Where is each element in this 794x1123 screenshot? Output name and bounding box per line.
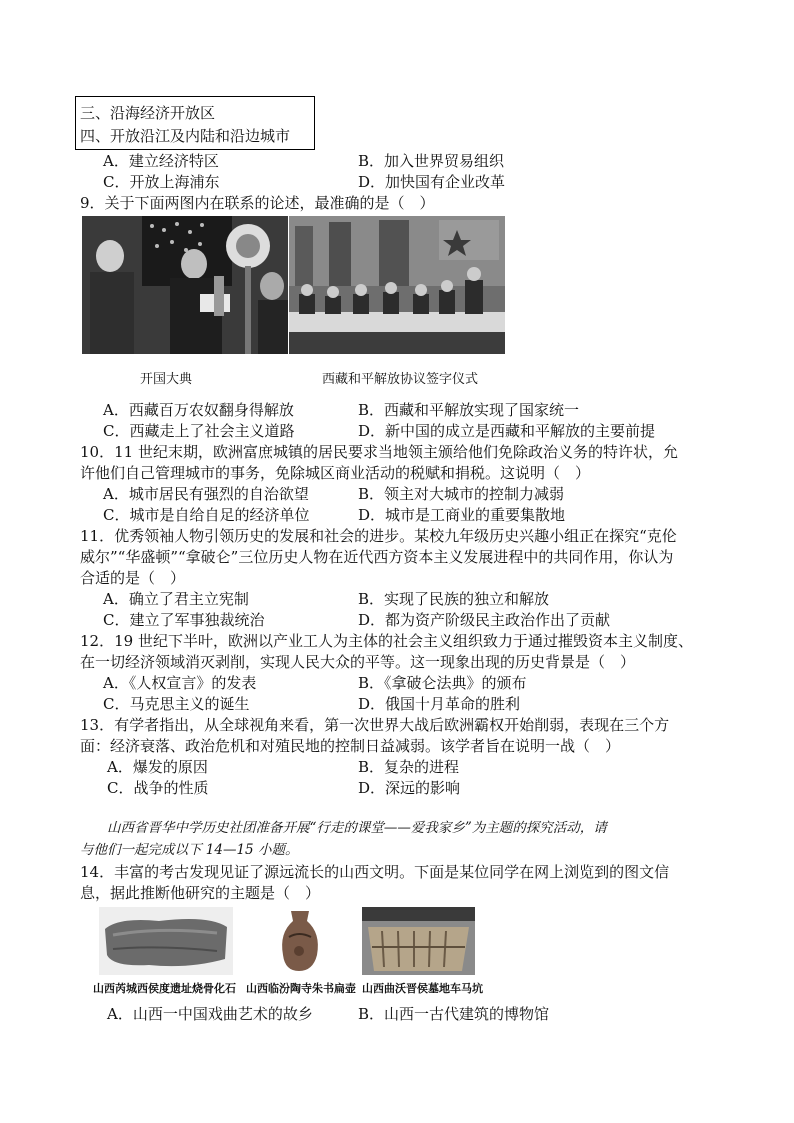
q11-stem-line-3: 合适的是（ ）	[80, 569, 186, 587]
q8-option-c: C．开放上海浦东	[103, 173, 220, 191]
box-line-2: 四、开放沿江及内陆和沿边城市	[80, 127, 291, 145]
caption-tibet-signing: 西藏和平解放协议签字仪式	[322, 372, 479, 387]
q11-stem-line-2: 威尔”“华盛顿”“拿破仑”三位历史人物在近代西方资本主义发展进程中的共同作用，你认为	[80, 548, 674, 566]
caption-painted-flask: 山西临汾陶寺朱书扁壶	[246, 982, 356, 995]
q11-option-b: B．实现了民族的独立和解放	[358, 590, 550, 608]
q12-stem-line-2: 在一切经济领域消灭剥削，实现人民大众的平等。这一现象出现的历史背景是（ ）	[80, 653, 636, 671]
tibet-signing-photo	[289, 216, 505, 354]
q13-stem-line-1: 13．有学者指出，从全球视角来看，第一次世界大战后欧洲霸权开始削弱，表现在三个方	[80, 716, 670, 734]
q13-option-c: C．战争的性质	[107, 779, 209, 797]
caption-founding-ceremony: 开国大典	[140, 372, 193, 387]
q14-stem-line-1: 14．丰富的考古发现见证了源远流长的山西文明。下面是某位同学在网上浏览到的图文信	[80, 863, 670, 881]
q12-stem-line-1: 12．19 世纪下半叶，欧洲以产业工人为主体的社会主义组织致力于通过摧毁资本主义制度、	[80, 632, 693, 650]
q12-option-d: D．俄国十月革命的胜利	[358, 695, 521, 713]
q12-option-c: C．马克思主义的诞生	[103, 695, 250, 713]
founding-ceremony-photo	[82, 216, 288, 354]
q13-option-d: D．深远的影响	[358, 779, 461, 797]
q11-option-c: C．建立了军事独裁统治	[103, 611, 265, 629]
q12-option-b: B．《拿破仑法典》的颁布	[358, 674, 527, 692]
q9-option-d: D．新中国的成立是西藏和平解放的主要前提	[358, 422, 656, 440]
q10-option-a: A．城市居民有强烈的自治欲望	[103, 485, 309, 503]
q10-stem-line-2: 许他们自己管理城市的事务，免除城区商业活动的税赋和捐税。这说明（ ）	[80, 464, 591, 482]
q13-option-b: B．复杂的进程	[358, 758, 460, 776]
q14-option-a: A．山西一中国戏曲艺术的故乡	[107, 1005, 313, 1023]
chariot-pit-photo	[362, 907, 475, 975]
q9-option-a: A．西藏百万农奴翻身得解放	[103, 401, 294, 419]
activity-intro-line-2: 与他们一起完成以下 14—15 小题。	[80, 842, 299, 858]
q9-stem: 9．关于下面两图内在联系的论述，最准确的是（ ）	[80, 194, 435, 212]
q12-option-a: A．《人权宣言》的发表	[103, 674, 257, 692]
q13-stem-line-2: 面：经济衰落、政治危机和对殖民地的控制日益减弱。该学者旨在说明一战（ ）	[80, 737, 621, 755]
activity-intro-line-1: 山西省晋华中学历史社团准备开展“行走的课堂——爱我家乡”为主题的探究活动，请	[107, 820, 607, 836]
painted-flask-photo	[277, 907, 323, 975]
q10-stem-line-1: 10．11 世纪末期，欧洲富庶城镇的居民要求当地领主颁给他们免除政治义务的特许状，允	[80, 443, 678, 461]
q9-option-c: C．西藏走上了社会主义道路	[103, 422, 295, 440]
q14-option-b: B．山西一古代建筑的博物馆	[358, 1005, 550, 1023]
q8-option-a: A．建立经济特区	[103, 152, 219, 170]
caption-chariot-pit: 山西曲沃晋侯墓地车马坑	[362, 982, 483, 995]
q10-option-b: B．领主对大城市的控制力减弱	[358, 485, 565, 503]
q14-stem-line-2: 息，据此推断他研究的主题是（ ）	[80, 884, 321, 902]
q11-option-d: D．都为资产阶级民主政治作出了贡献	[358, 611, 611, 629]
q13-option-a: A．爆发的原因	[107, 758, 208, 776]
q10-option-d: D．城市是工商业的重要集散地	[358, 506, 566, 524]
box-line-1: 三、沿海经济开放区	[80, 104, 216, 122]
caption-bone-fossil: 山西芮城西侯度遗址烧骨化石	[93, 982, 236, 995]
q11-stem-line-1: 11．优秀领袖人物引领历史的发展和社会的进步。某校九年级历史兴趣小组正在探究“克伦	[80, 527, 677, 545]
q8-option-b: B．加入世界贸易组织	[358, 152, 505, 170]
q10-option-c: C．城市是自给自足的经济单位	[103, 506, 310, 524]
q9-option-b: B．西藏和平解放实现了国家统一	[358, 401, 580, 419]
q8-option-d: D．加快国有企业改革	[358, 173, 506, 191]
q11-option-a: A．确立了君主立宪制	[103, 590, 249, 608]
bone-fossil-photo	[99, 907, 233, 975]
